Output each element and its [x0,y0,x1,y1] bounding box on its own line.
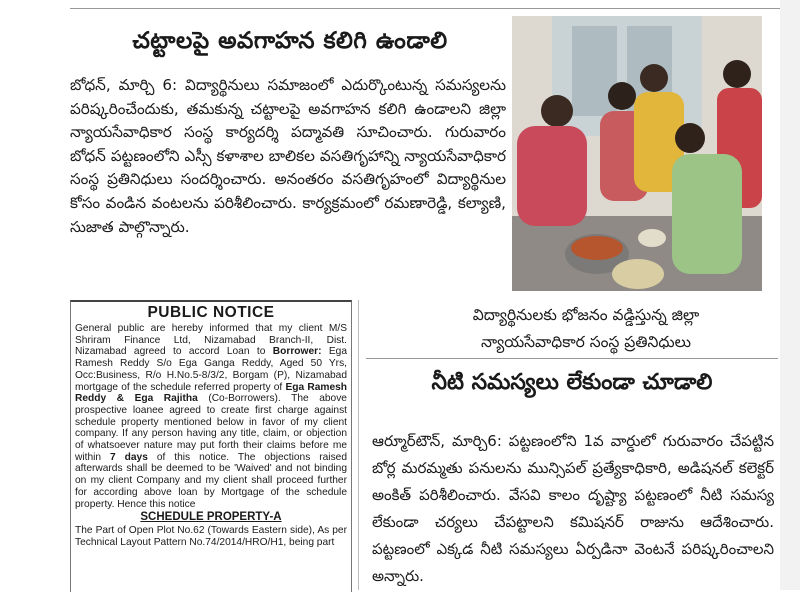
notice-text-2: Ega Ramesh Reddy S/o Ega Ganga Reddy, Aged 50 Yrs, Occ:Business, R/o H.No.5-8/3/2, Borgam (P), Nizamabad mortgage of the schedule referred property of [75,346,347,393]
story2-top-rule [366,358,778,359]
borrower-label: Borrower: [272,346,322,358]
caption-line-1: విద్యార్థినులకు భోజనం వడ్డిస్తున్న జిల్లా [472,306,700,324]
story2-body: ఆర్మూర్‌టౌన్, మార్చి6: పట్టణంలోని 1వ వార్డులో గురువారం చేపట్టిన బోర్ల మరమ్మతు పనులను మున్సిపల్ ప్రత్యేకాధికారి, అడిషనల్ కలెక్టర్ అంకిత్ పరిశీలించారు. వేసవి కాలం దృష్ట్యా పట్టణంలో నీటి సమస్య లేకుండా చర్యలు చేపట్టాలని కమిషనర్ రాజును ఆదేశించారు. పట్టణంలో ఎక్కడ నీటి సమస్యలు ఏర్పడినా వెంటనే పరిష్కరించాలని అన్నారు. [372,432,774,585]
notice-text-1: General public are hereby informed that my client M/S Shriram Finance Ltd, Nizamabad Branch-II, Dist. Nizamabad agreed to accord Loan to [75,323,347,358]
objection-period: 7 days [110,451,148,463]
caption-line-2: న్యాయసేవాధికార సంస్థ ప్రతినిధులు [481,333,691,351]
story2-headline: నీటి సమస్యలు లేకుండా చూడాలి [431,370,713,395]
notice-text-4: of this notice. The objections raised afterwards shall be deemed to be 'Waived' and not binding on my client Company and my client shall proceed further for according above loan by Mortgage of the schedule property. Hence this notice [75,451,347,510]
column-divider [358,300,359,590]
notice-title: PUBLIC NOTICE [147,304,275,321]
news-photo-illustration [512,16,762,291]
photo-caption [396,302,776,356]
story1-body: బోధన్, మార్చి 6: విద్యార్థినులు సమాజంలో ఎదుర్కొంటున్న సమస్యలను పరిష్కరించేందుకు, తమకున్న చట్టాలపై అవగాహన కలిగి ఉండాలని జిల్లా న్యాయసేవాధికార సంస్థ కార్యదర్శి పద్మావతి సూచించారు. గురువారం బోధన్ పట్టణంలోని ఎస్సీ కళాశాల బాలికల వసతిగృహాన్ని న్యాయసేవాధికార సంస్థ ప్రతినిధులు సందర్శించారు. అనంతరం వసతిగృహంలో విద్యార్థినుల కోసం వండిన వంటలను పరిశీలించారు. కార్యక్రమంలో రమణారెడ్డి, కల్యాణి, సుజాత పాల్గొన్నారు. [70,76,506,236]
top-rule [70,8,780,9]
notice-text-3: (Co-Borrowers). The above prospective loanee agreed to create first charge against schedule property mentioned below in favor of my client company. If any person having any title, claim, or objection of whatsoever nature may put forth their claims before me within [75,393,347,463]
schedule-title: SCHEDULE PROPERTY-A [140,511,282,524]
schedule-text: The Part of Open Plot No.62 (Towards Eastern side), As per Technical Layout Pattern No.74/2014/HRO/H1, being part [75,525,347,548]
notice-body [71,322,351,510]
public-notice [70,300,352,592]
coborrowers-names: Ega Ramesh Reddy & Ega Rajitha [75,381,347,405]
story1-headline: చట్టాలపై అవగాహన కలిగి ఉండాలి [132,28,448,54]
page-edge [780,0,800,590]
news-photo [512,16,762,291]
